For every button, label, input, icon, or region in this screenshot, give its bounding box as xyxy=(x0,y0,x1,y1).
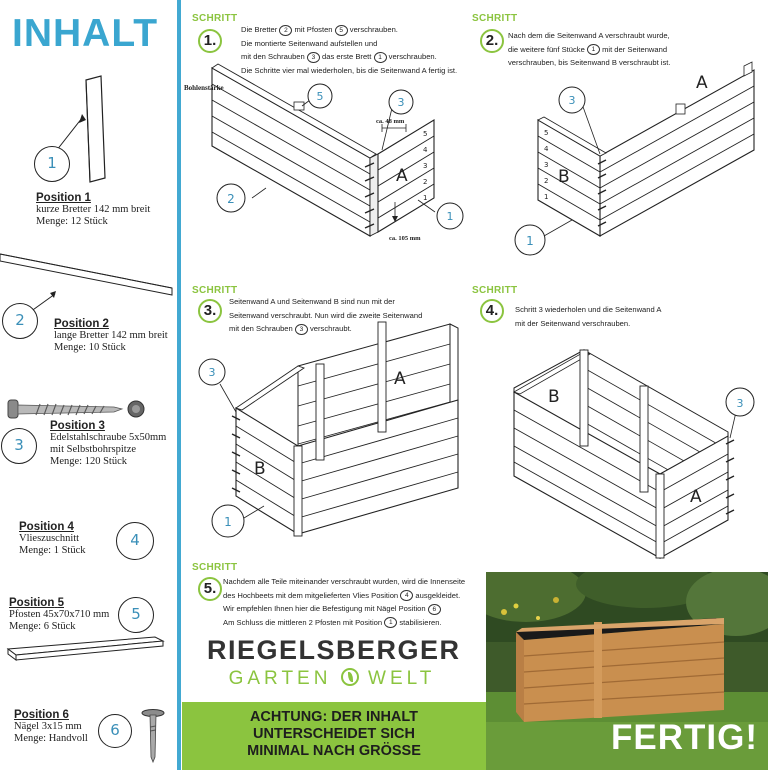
step-1-callout-3: 3 xyxy=(397,96,405,109)
wall-a-label: A xyxy=(396,166,408,186)
part-2 xyxy=(54,318,168,354)
board-number: 2 xyxy=(423,178,428,186)
step-1-text: mit Pfosten xyxy=(294,25,333,34)
part-2-qty: Menge: 10 Stück xyxy=(54,342,126,353)
warning-line: UNTERSCHEIDET SICH xyxy=(253,726,415,742)
ref-position-2: 2 xyxy=(279,25,292,36)
part-5-title-num: 5 xyxy=(57,597,64,609)
part-3-badge: 3 xyxy=(1,428,37,464)
part-3-title: Position 3 xyxy=(50,420,105,432)
step-1-text: Die montierte Seitenwand aufstellen und xyxy=(241,38,378,48)
step-2-number: 2. xyxy=(480,29,504,53)
board-number: 5 xyxy=(423,130,428,138)
part-5-title-text: Position xyxy=(9,597,55,609)
step-2-callout-1: 1 xyxy=(526,234,534,248)
step-3-callout-1: 1 xyxy=(224,515,232,529)
part-4-title: Position 4 xyxy=(19,521,74,533)
step-1-text: verschrauben. xyxy=(388,52,437,61)
part-6-qty: Menge: Handvoll xyxy=(14,733,88,744)
board-number: 4 xyxy=(423,146,428,154)
part-1-qty: Menge: 12 Stück xyxy=(36,216,108,227)
part-5-desc: Pfosten 45x70x710 mm xyxy=(9,609,110,620)
column-divider xyxy=(177,0,181,770)
ref-position-1: 1 xyxy=(587,44,600,55)
board-number: 1 xyxy=(423,194,428,202)
wall-a-label: A xyxy=(394,369,406,389)
finished-caption: FERTIG! xyxy=(611,718,758,757)
part-6-title: Position 6 xyxy=(14,709,69,721)
dimension-bottom-label: ca. 105 mm xyxy=(389,235,421,242)
part-4-badge: 4 xyxy=(116,522,154,560)
board-number: 1 xyxy=(544,193,549,201)
part-3 xyxy=(50,420,166,468)
step-3-callout-3: 3 xyxy=(208,366,216,379)
step-3-text: Seitenwand A und Seitenwand B sind nun mit der xyxy=(229,297,395,306)
part-6 xyxy=(14,709,88,745)
board-number: 2 xyxy=(544,177,549,185)
globe-leaf-icon xyxy=(341,668,359,686)
ref-position-5: 5 xyxy=(335,25,348,36)
step-2-text: verschrauben, bis Seitenwand B verschraubt ist. xyxy=(508,58,671,67)
brand-logo-name: RIEGELSBERGER xyxy=(207,635,461,665)
step-1-text: mit den Schrauben xyxy=(241,52,305,61)
wall-a-label: A xyxy=(690,487,702,507)
warning-banner xyxy=(182,702,486,770)
warning-line: MINIMAL NACH GRÖSSE xyxy=(247,743,421,759)
step-4-instructions xyxy=(515,303,765,330)
step-5-instructions xyxy=(223,575,488,629)
step-5-text: Nachdem alle Teile miteinander verschraubt wurden, wird die Innenseite xyxy=(223,577,466,586)
part-2-title: Position 2 xyxy=(54,318,109,330)
board-number: 5 xyxy=(544,129,549,137)
step-4-number: 4. xyxy=(480,299,504,323)
step-1-diagram xyxy=(182,60,472,260)
warning-line: ACHTUNG: DER INHALT xyxy=(249,709,419,725)
step-1-label: SCHRITT xyxy=(192,13,238,24)
part-2-badge: 2 xyxy=(2,303,38,339)
step-1-text: Die Bretter xyxy=(241,25,278,34)
step-4-text: mit der Seitenwand verschrauben. xyxy=(515,318,631,328)
part-1-desc: kurze Bretter 142 mm breit xyxy=(36,204,151,215)
step-1-callout-1: 1 xyxy=(446,210,454,223)
step-2-label: SCHRITT xyxy=(472,13,518,24)
step-4-text: Schritt 3 wiederholen und die Seitenwand A xyxy=(515,305,662,314)
nail-illustration xyxy=(140,707,168,763)
part-1 xyxy=(36,192,150,228)
step-5-text: Wir empfehlen Ihnen hier die Befestigung mit Nägel Position xyxy=(223,604,426,613)
wall-b-label: B xyxy=(254,459,266,479)
step-5-label: SCHRITT xyxy=(192,562,238,573)
part-4-qty: Menge: 1 Stück xyxy=(19,545,86,556)
step-5-number: 5. xyxy=(198,577,222,601)
part-3-qty: Menge: 120 Stück xyxy=(50,456,127,467)
board-number: 3 xyxy=(544,161,549,169)
part-5-badge: 5 xyxy=(118,597,154,633)
ref-position-6: 6 xyxy=(428,604,441,615)
step-1-text: das erste Brett xyxy=(322,52,372,61)
post-illustration xyxy=(5,633,167,663)
step-2-diagram xyxy=(500,60,768,260)
step-2-callout-3: 3 xyxy=(568,94,576,107)
ref-position-3: 3 xyxy=(295,324,308,335)
step-1-text: Die Schritte vier mal wiederholen, bis die Seitenwand A fertig ist. xyxy=(241,65,458,75)
step-5-text: ausgekleidet. xyxy=(415,590,461,600)
step-2-text: mit der Seitenwand xyxy=(602,44,668,54)
wall-b-label: B xyxy=(558,167,570,187)
part-5-title xyxy=(9,597,109,609)
step-1-text: verschrauben. xyxy=(349,25,398,34)
part-4 xyxy=(19,521,86,557)
board-thickness-label: Bohlenstärke xyxy=(184,84,224,92)
part-5 xyxy=(9,597,109,633)
ref-position-1: 1 xyxy=(384,617,397,628)
step-1-callout-2: 2 xyxy=(227,192,235,206)
step-2-text: Nach dem die Seitenwand A verschraubt wurde, xyxy=(508,31,670,40)
step-3-text: verschraubt. xyxy=(310,324,352,333)
step-3-text: mit den Schrauben xyxy=(229,324,293,333)
step-5-text: des Hochbeets mit dem mitgelieferten Vlies Position xyxy=(223,590,399,600)
step-2-text: die weitere fünf Stücke xyxy=(508,44,585,54)
brand-sub-left: GARTEN xyxy=(228,668,332,689)
step-3-label: SCHRITT xyxy=(192,285,238,296)
brand-logo-subtitle xyxy=(207,668,457,690)
step-3-number: 3. xyxy=(198,299,222,323)
part-2-desc: lange Bretter 142 mm breit xyxy=(54,330,168,341)
step-4-label: SCHRITT xyxy=(472,285,518,296)
step-3-text: Seitenwand verschraubt. Nun wird die zweite Seitenwand xyxy=(229,310,423,320)
part-1-title: Position 1 xyxy=(36,192,91,204)
finished-bed-photo xyxy=(486,572,768,770)
ref-position-1: 1 xyxy=(374,52,387,63)
brand-sub-right: WELT xyxy=(368,668,436,689)
wall-a-label: A xyxy=(696,73,708,93)
sidebar-title: INHALT xyxy=(12,12,159,55)
ref-position-4: 4 xyxy=(400,590,413,601)
step-1-number: 1. xyxy=(198,29,222,53)
step-1-callout-5: 5 xyxy=(316,90,324,103)
part-6-badge: 6 xyxy=(98,714,132,748)
step-5-text: Am Schluss die mittleren 2 Pfosten mit Position xyxy=(223,617,383,627)
board-number: 4 xyxy=(544,145,549,153)
step-4-callout-3: 3 xyxy=(736,397,744,410)
parts-sidebar xyxy=(0,0,176,770)
step-5-text: stabilisieren. xyxy=(399,617,442,627)
part-3-desc2: mit Selbstbohrspitze xyxy=(50,444,137,455)
step-4-diagram xyxy=(500,340,768,565)
ref-position-3: 3 xyxy=(307,52,320,63)
step-3-diagram xyxy=(192,320,472,545)
board-number: 3 xyxy=(423,162,428,170)
part-1-badge: 1 xyxy=(34,146,70,182)
part-3-desc: Edelstahlschraube 5x50mm xyxy=(50,432,167,443)
wall-b-label: B xyxy=(548,387,560,407)
part-4-desc: Vlieszuschnitt xyxy=(19,533,80,544)
part-5-qty: Menge: 6 Stück xyxy=(9,621,76,632)
dimension-top-label: ca. 48 mm xyxy=(376,118,405,125)
part-6-desc: Nägel 3x15 mm xyxy=(14,721,82,732)
